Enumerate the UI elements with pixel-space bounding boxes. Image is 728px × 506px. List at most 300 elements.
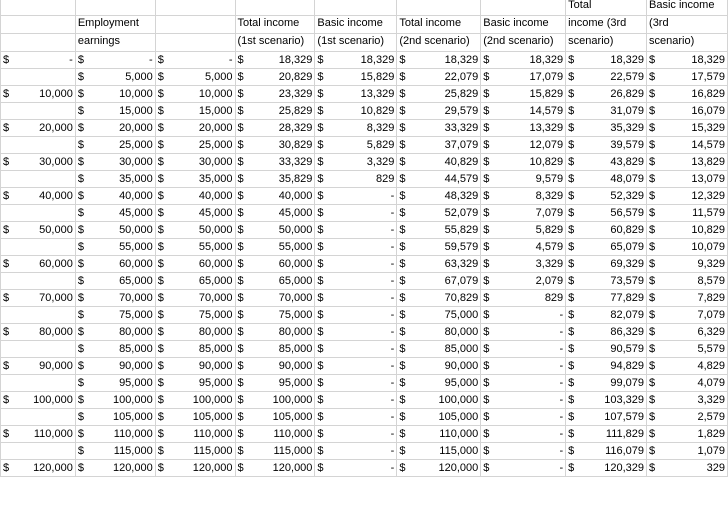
table-cell[interactable] — [75, 188, 155, 205]
table-cell[interactable] — [481, 171, 566, 188]
currency-symbol: $ — [568, 309, 575, 321]
table-cell[interactable] — [155, 426, 235, 443]
currency-symbol: $ — [568, 173, 575, 185]
table-cell[interactable] — [315, 188, 397, 205]
table-cell[interactable] — [397, 426, 481, 443]
table-cell[interactable] — [481, 86, 566, 103]
table-cell[interactable] — [481, 222, 566, 239]
header-cell[interactable] — [155, 34, 235, 52]
header-cell[interactable]: (1st scenario) — [235, 34, 315, 52]
table-cell[interactable] — [155, 103, 235, 120]
table-cell[interactable] — [235, 171, 315, 188]
table-cell[interactable] — [75, 103, 155, 120]
table-cell[interactable] — [566, 409, 647, 426]
table-cell[interactable] — [235, 460, 315, 477]
header-cell[interactable]: Employment — [75, 16, 155, 34]
table-cell[interactable] — [1, 205, 76, 222]
table-cell[interactable] — [75, 307, 155, 324]
table-cell[interactable] — [481, 103, 566, 120]
table-cell[interactable] — [647, 52, 728, 69]
table-cell[interactable] — [1, 52, 76, 69]
table-cell[interactable] — [155, 290, 235, 307]
table-cell[interactable] — [75, 52, 155, 69]
table-cell[interactable] — [75, 290, 155, 307]
table-cell[interactable] — [315, 324, 397, 341]
table-cell[interactable] — [481, 392, 566, 409]
table-cell[interactable] — [315, 426, 397, 443]
table-cell[interactable] — [397, 205, 481, 222]
currency-symbol: $ — [649, 428, 656, 440]
table-cell[interactable] — [397, 239, 481, 256]
table-cell[interactable] — [397, 443, 481, 460]
table-cell[interactable] — [481, 154, 566, 171]
header-cell[interactable] — [235, 0, 315, 16]
table-cell[interactable] — [647, 290, 728, 307]
table-cell[interactable] — [235, 273, 315, 290]
table-cell[interactable] — [315, 205, 397, 222]
table-cell[interactable] — [155, 341, 235, 358]
table-cell[interactable] — [647, 409, 728, 426]
table-cell[interactable] — [75, 341, 155, 358]
table-cell[interactable] — [647, 443, 728, 460]
table-cell[interactable] — [566, 69, 647, 86]
currency-symbol: $ — [568, 54, 575, 66]
table-cell[interactable] — [647, 154, 728, 171]
header-cell[interactable]: income (3rd — [566, 16, 647, 34]
table-cell[interactable] — [315, 341, 397, 358]
header-cell[interactable] — [481, 0, 566, 16]
table-cell[interactable] — [75, 120, 155, 137]
table-cell[interactable] — [75, 222, 155, 239]
table-cell[interactable] — [155, 256, 235, 273]
table-cell[interactable] — [1, 307, 76, 324]
table-cell[interactable] — [155, 52, 235, 69]
table-cell[interactable] — [75, 137, 155, 154]
table-cell[interactable] — [481, 324, 566, 341]
table-cell[interactable] — [75, 426, 155, 443]
table-cell[interactable] — [566, 358, 647, 375]
table-cell[interactable] — [155, 460, 235, 477]
table-cell[interactable] — [397, 460, 481, 477]
table-cell[interactable] — [1, 290, 76, 307]
table-cell[interactable] — [481, 52, 566, 69]
table-cell[interactable] — [315, 409, 397, 426]
table-cell[interactable] — [566, 171, 647, 188]
table-cell[interactable] — [647, 86, 728, 103]
table-cell[interactable] — [315, 239, 397, 256]
header-cell[interactable] — [155, 16, 235, 34]
table-cell[interactable] — [75, 256, 155, 273]
header-cell[interactable]: (3rd — [647, 16, 728, 34]
header-cell[interactable]: Total income — [397, 16, 481, 34]
header-cell[interactable] — [1, 34, 76, 52]
table-cell[interactable] — [235, 358, 315, 375]
cell-value: 16,829 — [691, 88, 725, 100]
table-cell[interactable] — [566, 52, 647, 69]
currency-symbol: $ — [237, 224, 244, 236]
currency-symbol: $ — [317, 190, 324, 202]
table-cell[interactable] — [1, 222, 76, 239]
currency-symbol: $ — [317, 309, 324, 321]
table-cell[interactable] — [647, 120, 728, 137]
table-cell[interactable] — [155, 358, 235, 375]
table-cell[interactable] — [566, 239, 647, 256]
table-cell[interactable] — [155, 375, 235, 392]
currency-symbol: $ — [399, 462, 406, 474]
table-cell[interactable] — [75, 409, 155, 426]
cell-value: 20,000 — [198, 122, 233, 134]
table-cell[interactable] — [647, 392, 728, 409]
table-cell[interactable] — [315, 120, 397, 137]
table-cell[interactable] — [235, 69, 315, 86]
table-cell[interactable] — [397, 171, 481, 188]
table-cell[interactable] — [75, 239, 155, 256]
table-cell[interactable] — [481, 443, 566, 460]
table-cell[interactable] — [481, 358, 566, 375]
table-cell[interactable] — [481, 426, 566, 443]
table-cell[interactable] — [75, 273, 155, 290]
table-cell[interactable] — [397, 290, 481, 307]
header-cell[interactable] — [155, 0, 235, 16]
table-cell[interactable] — [566, 307, 647, 324]
table-cell[interactable] — [155, 205, 235, 222]
table-cell[interactable] — [647, 188, 728, 205]
currency-symbol: $ — [483, 428, 490, 440]
table-cell[interactable] — [1, 120, 76, 137]
header-cell[interactable]: Total income — [235, 16, 315, 34]
table-cell[interactable] — [75, 86, 155, 103]
table-cell[interactable] — [647, 375, 728, 392]
header-cell[interactable]: (2nd scenario) — [481, 34, 566, 52]
table-cell[interactable] — [1, 409, 76, 426]
header-cell[interactable]: Total — [566, 0, 647, 16]
table-cell[interactable] — [235, 188, 315, 205]
table-cell[interactable] — [235, 205, 315, 222]
table-cell[interactable] — [235, 307, 315, 324]
table-cell[interactable] — [315, 460, 397, 477]
table-cell[interactable] — [155, 307, 235, 324]
table-cell[interactable] — [397, 188, 481, 205]
table-cell[interactable] — [647, 324, 728, 341]
table-cell[interactable] — [481, 409, 566, 426]
table-cell[interactable] — [481, 205, 566, 222]
table-cell[interactable] — [397, 324, 481, 341]
cell-value: 63,329 — [444, 258, 479, 270]
currency-symbol: $ — [3, 54, 10, 66]
table-cell[interactable] — [315, 358, 397, 375]
table-cell[interactable] — [566, 256, 647, 273]
table-cell[interactable] — [397, 273, 481, 290]
table-cell[interactable] — [315, 52, 397, 69]
table-cell[interactable] — [566, 273, 647, 290]
table-cell[interactable] — [397, 392, 481, 409]
table-cell[interactable] — [315, 290, 397, 307]
table-cell[interactable] — [75, 205, 155, 222]
table-cell[interactable] — [481, 341, 566, 358]
table-cell[interactable] — [315, 307, 397, 324]
table-cell[interactable] — [155, 69, 235, 86]
table-cell[interactable] — [235, 256, 315, 273]
cell-value: 11,579 — [692, 207, 725, 219]
currency-symbol: $ — [568, 343, 575, 355]
header-cell[interactable]: scenario) — [566, 34, 647, 52]
cell-value: - — [559, 428, 564, 440]
table-cell[interactable] — [235, 324, 315, 341]
table-cell[interactable] — [397, 222, 481, 239]
cell-value: 25,829 — [278, 105, 313, 117]
table-cell[interactable] — [235, 222, 315, 239]
table-cell[interactable] — [1, 256, 76, 273]
table-cell[interactable] — [315, 256, 397, 273]
table-cell[interactable] — [315, 171, 397, 188]
header-cell[interactable]: (2nd scenario) — [397, 34, 481, 52]
table-cell[interactable] — [155, 154, 235, 171]
table-cell[interactable] — [235, 341, 315, 358]
table-cell[interactable] — [397, 154, 481, 171]
cell-value: 30,000 — [39, 156, 73, 168]
table-cell[interactable] — [1, 460, 76, 477]
table-cell[interactable] — [155, 392, 235, 409]
table-cell[interactable] — [397, 375, 481, 392]
table-cell[interactable] — [647, 460, 728, 477]
table-cell[interactable] — [397, 256, 481, 273]
currency-symbol: $ — [157, 343, 164, 355]
table-cell[interactable] — [647, 307, 728, 324]
table-row — [1, 256, 728, 273]
table-cell[interactable] — [481, 375, 566, 392]
table-cell[interactable] — [647, 358, 728, 375]
table-cell[interactable] — [75, 460, 155, 477]
table-cell[interactable] — [235, 426, 315, 443]
currency-symbol: $ — [399, 122, 406, 134]
table-cell[interactable] — [647, 239, 728, 256]
table-cell[interactable] — [647, 426, 728, 443]
table-cell[interactable] — [481, 69, 566, 86]
table-row — [1, 409, 728, 426]
table-cell[interactable] — [1, 358, 76, 375]
table-cell[interactable] — [481, 137, 566, 154]
table-cell[interactable] — [1, 86, 76, 103]
currency-symbol: $ — [399, 445, 406, 457]
table-cell[interactable] — [235, 409, 315, 426]
currency-symbol: $ — [157, 71, 164, 83]
table-cell[interactable] — [235, 154, 315, 171]
table-cell[interactable] — [315, 222, 397, 239]
table-cell[interactable] — [75, 171, 155, 188]
table-cell[interactable] — [1, 171, 76, 188]
cell-value: 33,329 — [444, 122, 479, 134]
table-cell[interactable] — [315, 103, 397, 120]
table-cell[interactable] — [155, 443, 235, 460]
cell-value: 28,329 — [278, 122, 313, 134]
table-cell[interactable] — [1, 426, 76, 443]
table-cell[interactable] — [566, 426, 647, 443]
table-cell[interactable] — [566, 86, 647, 103]
table-cell[interactable] — [566, 137, 647, 154]
currency-symbol: $ — [237, 190, 244, 202]
table-cell[interactable] — [481, 307, 566, 324]
table-cell[interactable] — [566, 188, 647, 205]
table-cell[interactable] — [155, 86, 235, 103]
table-cell[interactable] — [566, 375, 647, 392]
table-cell[interactable] — [315, 443, 397, 460]
table-cell[interactable] — [235, 375, 315, 392]
table-cell[interactable] — [647, 222, 728, 239]
table-cell[interactable] — [647, 69, 728, 86]
table-cell[interactable] — [235, 52, 315, 69]
table-cell[interactable] — [397, 69, 481, 86]
table-cell[interactable] — [481, 460, 566, 477]
table-cell[interactable] — [235, 239, 315, 256]
table-cell[interactable] — [397, 52, 481, 69]
currency-symbol: $ — [317, 292, 324, 304]
table-cell[interactable] — [647, 137, 728, 154]
table-cell[interactable] — [155, 120, 235, 137]
table-cell[interactable] — [155, 222, 235, 239]
table-cell[interactable] — [75, 392, 155, 409]
table-cell[interactable] — [1, 324, 76, 341]
table-cell[interactable] — [647, 103, 728, 120]
table-cell[interactable] — [155, 409, 235, 426]
table-cell[interactable] — [315, 69, 397, 86]
table-cell[interactable] — [481, 273, 566, 290]
table-cell[interactable] — [1, 137, 76, 154]
table-cell[interactable] — [1, 341, 76, 358]
currency-symbol: $ — [317, 71, 324, 83]
table-cell[interactable] — [647, 205, 728, 222]
cell-value: 86,329 — [610, 326, 645, 338]
table-cell[interactable] — [75, 69, 155, 86]
table-cell[interactable] — [315, 86, 397, 103]
table-cell[interactable] — [566, 290, 647, 307]
table-cell[interactable] — [155, 324, 235, 341]
table-cell[interactable] — [647, 256, 728, 273]
table-cell[interactable] — [566, 120, 647, 137]
header-cell[interactable] — [75, 0, 155, 16]
table-cell[interactable] — [235, 137, 315, 154]
table-cell[interactable] — [397, 120, 481, 137]
cell-value: 105,000 — [112, 411, 153, 423]
currency-symbol: $ — [77, 54, 84, 66]
currency-symbol: $ — [77, 428, 84, 440]
table-cell[interactable] — [155, 239, 235, 256]
table-cell[interactable] — [397, 409, 481, 426]
table-cell[interactable] — [155, 171, 235, 188]
table-cell[interactable] — [315, 273, 397, 290]
table-cell[interactable] — [566, 341, 647, 358]
currency-symbol: $ — [157, 258, 164, 270]
table-cell[interactable] — [647, 341, 728, 358]
table-cell[interactable] — [397, 103, 481, 120]
table-cell[interactable] — [155, 273, 235, 290]
currency-symbol: $ — [399, 156, 406, 168]
table-cell[interactable] — [1, 375, 76, 392]
table-cell[interactable] — [566, 103, 647, 120]
currency-symbol: $ — [568, 207, 575, 219]
table-cell[interactable] — [397, 137, 481, 154]
table-cell[interactable] — [1, 188, 76, 205]
table-cell[interactable] — [1, 69, 76, 86]
table-cell[interactable] — [75, 154, 155, 171]
table-cell[interactable] — [315, 392, 397, 409]
table-cell[interactable] — [647, 273, 728, 290]
table-cell[interactable] — [315, 137, 397, 154]
table-cell[interactable] — [1, 273, 76, 290]
header-cell[interactable] — [315, 0, 397, 16]
currency-symbol: $ — [157, 88, 164, 100]
table-cell[interactable] — [1, 392, 76, 409]
table-cell[interactable] — [1, 103, 76, 120]
table-cell[interactable] — [75, 375, 155, 392]
table-cell[interactable] — [1, 239, 76, 256]
table-cell[interactable] — [315, 375, 397, 392]
currency-symbol: $ — [568, 326, 575, 338]
table-cell[interactable] — [566, 205, 647, 222]
table-cell[interactable] — [235, 443, 315, 460]
currency-symbol: $ — [157, 122, 164, 134]
table-cell[interactable] — [566, 222, 647, 239]
table-cell[interactable] — [315, 154, 397, 171]
header-cell[interactable]: Basic income — [481, 16, 566, 34]
cell-value: - — [390, 190, 395, 202]
table-cell[interactable] — [235, 392, 315, 409]
header-cell[interactable]: (1st scenario) — [315, 34, 397, 52]
table-cell[interactable] — [481, 188, 566, 205]
table-cell[interactable] — [397, 358, 481, 375]
table-cell[interactable] — [566, 154, 647, 171]
table-cell[interactable] — [481, 290, 566, 307]
table-cell[interactable] — [75, 358, 155, 375]
table-cell[interactable] — [647, 171, 728, 188]
table-cell[interactable] — [397, 86, 481, 103]
table-cell[interactable] — [566, 460, 647, 477]
table-cell[interactable] — [481, 120, 566, 137]
table-cell[interactable] — [1, 443, 76, 460]
table-cell[interactable] — [397, 341, 481, 358]
table-cell[interactable] — [566, 324, 647, 341]
header-cell[interactable]: earnings — [75, 34, 155, 52]
table-cell[interactable] — [75, 324, 155, 341]
table-cell[interactable] — [1, 154, 76, 171]
header-cell[interactable] — [1, 0, 76, 16]
table-cell[interactable] — [235, 86, 315, 103]
cell-value: 13,329 — [529, 122, 564, 134]
cell-value: 100,000 — [272, 394, 313, 406]
header-cell[interactable] — [1, 16, 76, 34]
table-cell[interactable] — [566, 392, 647, 409]
header-cell[interactable]: Basic income — [315, 16, 397, 34]
cell-value: - — [390, 428, 395, 440]
table-cell[interactable] — [235, 103, 315, 120]
currency-symbol: $ — [568, 360, 575, 372]
header-cell[interactable]: scenario) — [647, 34, 728, 52]
table-cell[interactable] — [235, 120, 315, 137]
cell-value: 95,000 — [198, 377, 233, 389]
table-cell[interactable] — [566, 443, 647, 460]
table-cell[interactable] — [235, 290, 315, 307]
table-cell[interactable] — [155, 188, 235, 205]
table-cell[interactable] — [481, 256, 566, 273]
header-cell[interactable] — [397, 0, 481, 16]
currency-symbol: $ — [649, 105, 656, 117]
cell-value: 43,829 — [610, 156, 645, 168]
table-cell[interactable] — [397, 307, 481, 324]
table-cell[interactable] — [481, 239, 566, 256]
currency-symbol: $ — [3, 292, 10, 304]
table-cell[interactable] — [75, 443, 155, 460]
table-cell[interactable] — [155, 137, 235, 154]
header-cell[interactable]: Basic income — [647, 0, 728, 16]
